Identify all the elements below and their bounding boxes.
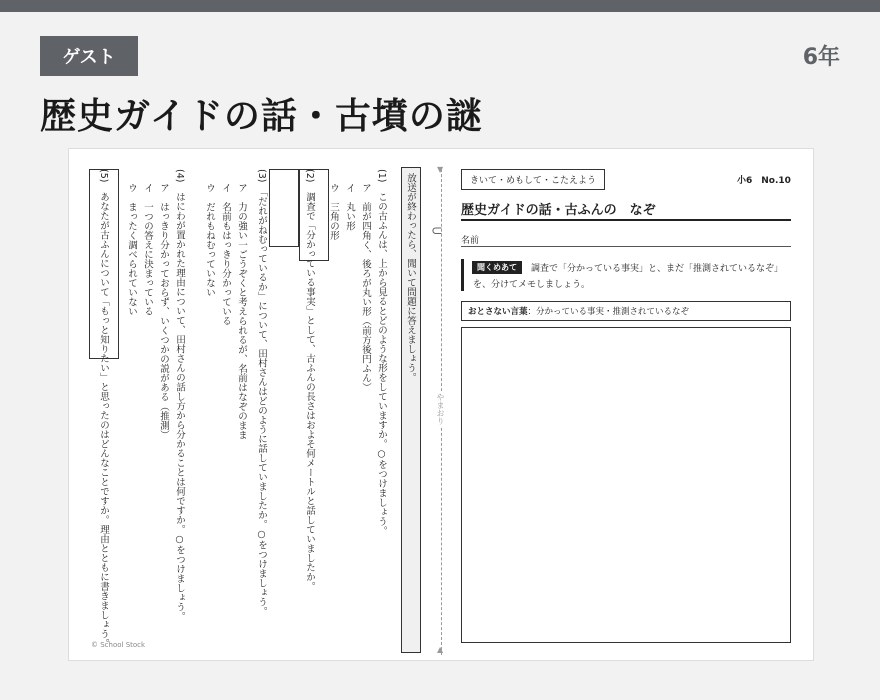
answer-box-3 [269,169,299,247]
grade-label: 6年 [802,45,840,70]
worksheet-tag: きいて・めもして・こたえよう [461,169,605,190]
task-text-line1: 調査で「分かっている事実」と、まだ「推測されているなぞ」 [531,264,784,274]
question-3-option-a: ア 力の強い一ごうぞくと考えられるが、名前はなぞのまま [236,183,247,440]
arrow-up-icon: ▲ [437,645,444,654]
name-label: 名前 [461,236,480,246]
question-3-option-u: ウ だれもねむっていない [204,183,215,297]
task-text-line2: を、分けてメモしましょう。 [473,280,591,290]
copyright: © School Stock [91,641,146,649]
question-4: (4) はにわが置かれた理由について、田村さんの話し方から分かることは何ですか。○をつけましょう。 [174,169,185,621]
question-3: (3) 「だれがねむっているか」について、田村さんはどのように話していましたか。○をつけましょう。 [256,169,267,617]
keywords-label: おとさない言葉 [468,307,528,317]
question-1-option-a: ア 前が四角く、後ろが丸い形（前方後円ふん） [360,183,371,392]
task-label: 聞くめあて [472,261,522,274]
worksheet-title: 歴史ガイドの話・古ふんの なぞ [461,203,656,218]
question-1-option-u: ウ 三角の形 [328,183,339,240]
question-4-option-i: イ 一つの答えに決まっている [142,183,153,316]
question-5: (5) あなたが古ふんについて「もっと知りたい」と思ったのはどんなことですか。理由とともに書きましょう。 [98,169,109,648]
question-4-option-u: ウ まったく調べられていない [126,183,137,316]
guest-badge: ゲスト [40,36,138,76]
question-1-option-i: イ 丸い形 [344,183,355,231]
fold-icon: ⊂ [431,223,443,239]
sheet-number: 小6 No.10 [737,176,791,186]
question-2: (2) 調査で「分かっている事実」として、古ふんの長さはおよそ何メートルと話していましたか。 [304,169,315,591]
name-line [461,246,791,247]
title-divider [461,219,791,221]
question-3-option-i: イ 名前もはっきり分かっている [220,183,231,326]
page-title: 歴史ガイドの話・古墳の謎 [40,96,483,137]
top-bar [0,0,880,12]
fold-label: やまおり [436,393,445,425]
worksheet-preview[interactable] [68,148,814,661]
memo-area [461,327,791,643]
keywords-text: ：分かっている事実・推測されているなぞ [527,307,690,317]
arrow-down-icon: ▼ [437,165,444,174]
keywords-box [461,301,791,321]
question-4-option-a: ア はっきり分かっておらず、いくつかの説がある（推測） [158,183,169,440]
instruction-text: 放送が終わったら、聞いて問題に答えましょう。 [405,173,416,382]
task-marker [461,259,464,291]
question-1: (1) この古ふんは、上から見るとどのような形をしていますか。○をつけましょう。 [376,169,387,536]
